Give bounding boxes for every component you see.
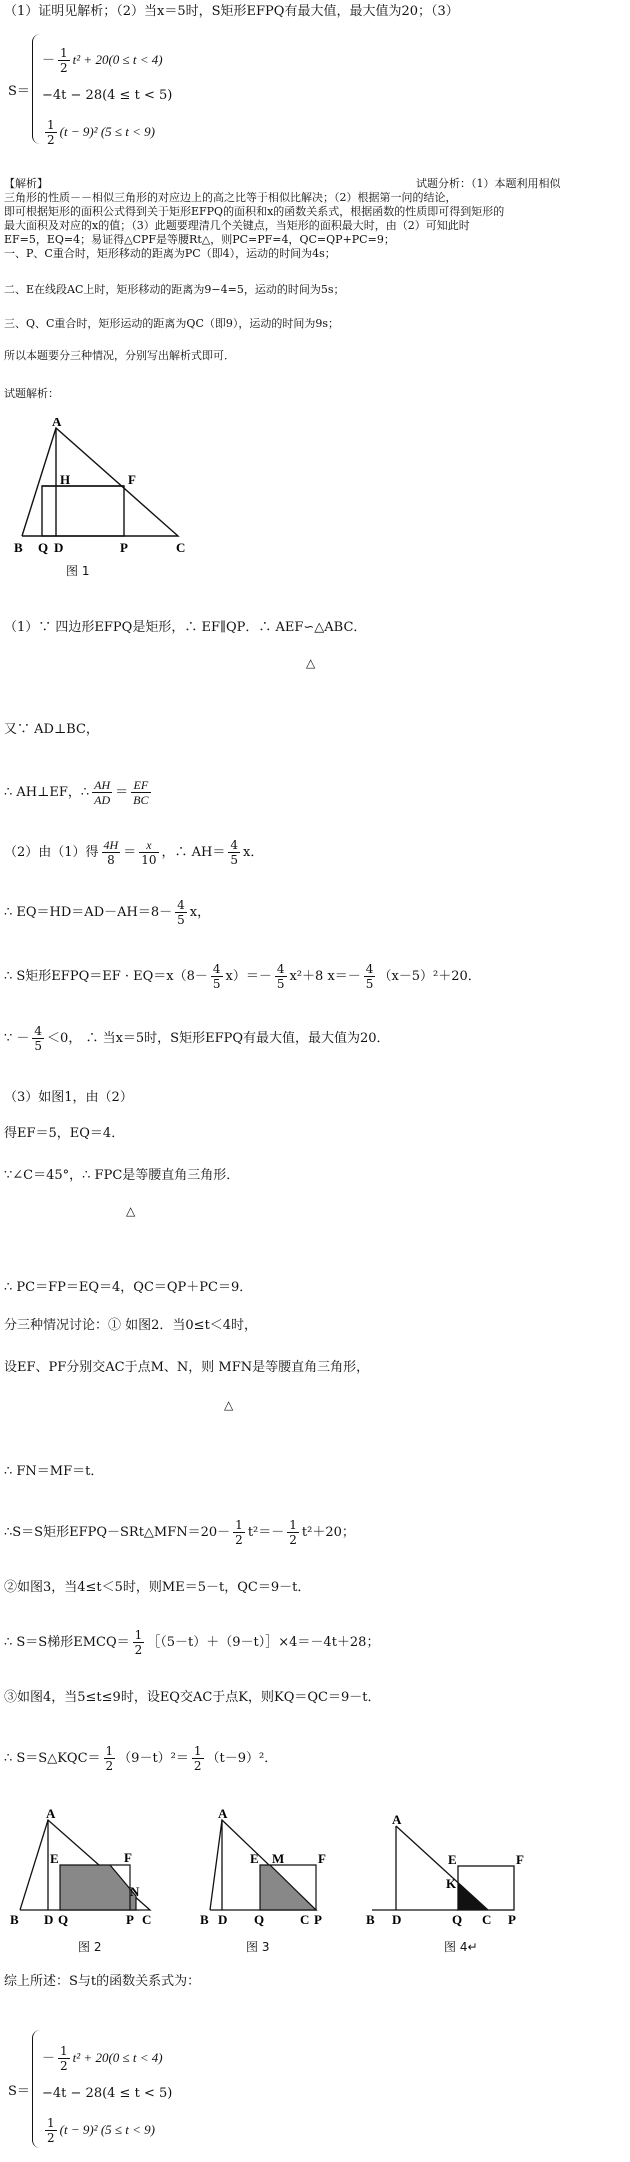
fig2-label-N: N <box>130 1884 140 1899</box>
piecewise2-case1: － $\frac{1}{2}$ t² + 20(0 ≤ t < 4) <box>42 2044 163 2073</box>
analysis-line-1: 三角形的性质－－相似三角形的对应边上的高之比等于相似比解决；（2）根据第一问的结论， <box>4 191 457 204</box>
fig3-label-E: E <box>250 1851 259 1866</box>
summary-pieces: 所以本题要分三种情况，分别写出解析式即可． <box>4 349 235 362</box>
step8: ∵∠C＝45°，∴ FPC是等腰直角三角形． <box>4 1168 240 1183</box>
case-q: 三、Q、C重合时，矩形运动的距离为QC（即9），运动的时间为9s； <box>4 317 340 330</box>
step13: ∴S＝S矩形EFPQ－SRt△MFN＝20－ $\frac{1}{2}$ t²＝－ $\frac{1}{2}$ t²＋20； <box>4 1518 355 1547</box>
step5: ∵ － $\frac{4}{5}$ ＜0， ∴ 当x＝5时，S矩形EFPQ有最大值，最大值为20． <box>4 1024 390 1053</box>
figure-4 <box>366 1812 524 1927</box>
fig4-label-D: D <box>392 1912 402 1927</box>
fig1-label-F: F <box>128 472 136 487</box>
fig3-label-Q: Q <box>254 1912 265 1927</box>
triangle-mark-2: △ <box>126 1204 136 1218</box>
step14: ②如图3，当4≤t＜5时，则ME＝5－t，QC＝9－t． <box>4 1580 311 1595</box>
piecewise2-brace <box>32 2030 41 2148</box>
figure-1 <box>10 418 190 568</box>
fig4-label-E: E <box>448 1852 457 1867</box>
piecewise-brace <box>32 34 41 144</box>
fig4-label-F: F <box>516 1852 524 1867</box>
fig4-label-P: P <box>508 1912 516 1927</box>
fig1-label-H: H <box>60 472 71 487</box>
analysis-line-0: 试题分析：（1）本题利用相似 <box>416 177 561 190</box>
fig2-label-C: C <box>142 1912 152 1927</box>
fig1-label-D: D <box>54 540 64 555</box>
step1b: 又∵ AD⊥BC， <box>4 722 99 737</box>
triangle-mark-3: △ <box>224 1398 234 1412</box>
step3: ∴ EQ＝HD＝AD－AH＝8－ $\frac{4}{5}$ x， <box>4 898 211 927</box>
step11: 设EF、PF分别交AC于点M、N，则 MFN是等腰直角三角形， <box>4 1360 370 1375</box>
figure-3 <box>200 1808 326 1927</box>
fig3-label-A: A <box>218 1808 228 1821</box>
fig4-label-Q: Q <box>452 1912 463 1927</box>
fig1-label-C: C <box>176 540 186 555</box>
fig3-label-P: P <box>314 1912 322 1927</box>
analysis-line-2: 即可根据矩形的面积公式得到关于矩形EFPQ的面积和x的函数关系式，根据函数的性质即可得到矩形的 <box>4 205 505 218</box>
fig2-label-E: E <box>50 1851 59 1866</box>
fig2-label-Q: Q <box>58 1912 69 1927</box>
fig2-label-P: P <box>126 1912 134 1927</box>
piecewise2-lhs: S＝ <box>8 2084 30 2099</box>
fig1-label-P: P <box>120 540 128 555</box>
step2: （2）由（1）得 $\frac{4H}{8}$ ＝ $\frac{x}{10}$ ，∴ AH＝ $\frac{4}{5}$ x． <box>4 838 264 867</box>
fig3-label-C: C <box>300 1912 310 1927</box>
piecewise2-case3: $\frac{1}{2}$ (t − 9)² (5 ≤ t < 9) <box>47 2116 156 2145</box>
case-e: 二、E在线段AC上时，矩形移动的距离为9−4=5，运动的时间为5s； <box>4 283 345 296</box>
step9: ∴ PC＝FP＝EQ＝4，QC＝QP＋PC＝9． <box>4 1280 253 1295</box>
piecewise-lhs: S＝ <box>8 84 30 99</box>
step4: ∴ S矩形EFPQ＝EF · EQ＝x（8－ $\frac{4}{5}$ x）＝－ $\frac{4}{5}$ x²＋8 x＝－ $\frac{4}{5}$ （x－5）²＋20． <box>4 962 481 991</box>
figure-2 <box>10 1808 151 1927</box>
piecewise-case2: −4t − 28(4 ≤ t < 5) <box>42 88 173 103</box>
fig3-label-M: M <box>272 1851 285 1866</box>
fig1-label-A: A <box>52 418 62 429</box>
fig4-label-C: C <box>482 1912 492 1927</box>
step7: 得EF＝5，EQ＝4． <box>4 1126 125 1141</box>
fig2-caption: 图 2 <box>78 1940 102 1954</box>
fig1-caption: 图 1 <box>66 564 90 578</box>
step15: ∴ S＝S梯形EMCQ＝ $\frac{1}{2}$ ［（5－t）＋（9－t）］×4＝－4t＋28； <box>4 1628 380 1657</box>
triangle-mark-1: △ <box>306 656 316 670</box>
analysis-title: 【解析】 <box>4 177 48 190</box>
fig2-label-A: A <box>46 1808 56 1821</box>
step1c: ∴ AH⊥EF，∴ $\frac{AH}{AD}$ ＝ $\frac{EF}{BC}$ <box>4 778 149 807</box>
step1: （1）∵ 四边形EFPQ是矩形，∴ EF∥QP．∴ AEF∽△ABC． <box>4 620 367 635</box>
fig4-label-A: A <box>392 1812 402 1827</box>
piecewise-case1: － $\frac{1}{2}$ t² + 20(0 ≤ t < 4) <box>42 46 163 75</box>
step16: ③如图4，当5≤t≤9时，设EQ交AC于点K，则KQ＝QC＝9－t． <box>4 1690 381 1705</box>
figures-2-3-4 <box>0 1808 630 1958</box>
analysis-line-5: 一、P、C重合时，矩形移动的距离为PC（即4），运动的时间为4s； <box>4 247 336 260</box>
step6: （3）如图1，由（2） <box>4 1090 133 1105</box>
answer-intro: （1）证明见解析；（2）当x＝5时，S矩形EFPQ有最大值，最大值为20；（3） <box>4 4 459 19</box>
fig3-label-D: D <box>218 1912 228 1927</box>
analysis-line-3: 最大面积及对应的x的值；（3）此题要理清几个关键点，当矩形的面积最大时，由（2）可知此时 <box>4 219 470 232</box>
step10: 分三种情况讨论：① 如图2．当0≤t＜4时， <box>4 1318 258 1333</box>
fig2-label-B: B <box>10 1912 19 1927</box>
solution-title: 试题解析： <box>4 387 59 400</box>
fig1-label-B: B <box>14 540 23 555</box>
fig2-label-D: D <box>44 1912 54 1927</box>
step12: ∴ FN＝MF＝t． <box>4 1464 104 1479</box>
step17: ∴ S＝S△KQC＝ $\frac{1}{2}$ （9－t）²＝ $\frac{1}{2}$ （t－9）²． <box>4 1744 278 1773</box>
fig4-label-K: K <box>446 1876 457 1891</box>
fig4-label-B: B <box>366 1912 375 1927</box>
fig3-label-F: F <box>318 1851 326 1866</box>
piecewise2-case2: −4t − 28(4 ≤ t < 5) <box>42 2086 173 2101</box>
fig3-caption: 图 3 <box>246 1940 270 1954</box>
fig4-caption: 图 4↵ <box>444 1940 478 1954</box>
piecewise-case3: $\frac{1}{2}$ (t − 9)² (5 ≤ t < 9) <box>47 118 156 147</box>
fig1-label-Q: Q <box>38 540 49 555</box>
conclusion: 综上所述：S与t的函数关系式为： <box>4 1974 201 1989</box>
fig2-label-F: F <box>124 1850 132 1865</box>
analysis-line-4: EF=5，EQ=4；易证得△CPF是等腰Rt△，则PC=PF=4，QC=QP+PC=9； <box>4 233 395 246</box>
fig3-label-B: B <box>200 1912 209 1927</box>
